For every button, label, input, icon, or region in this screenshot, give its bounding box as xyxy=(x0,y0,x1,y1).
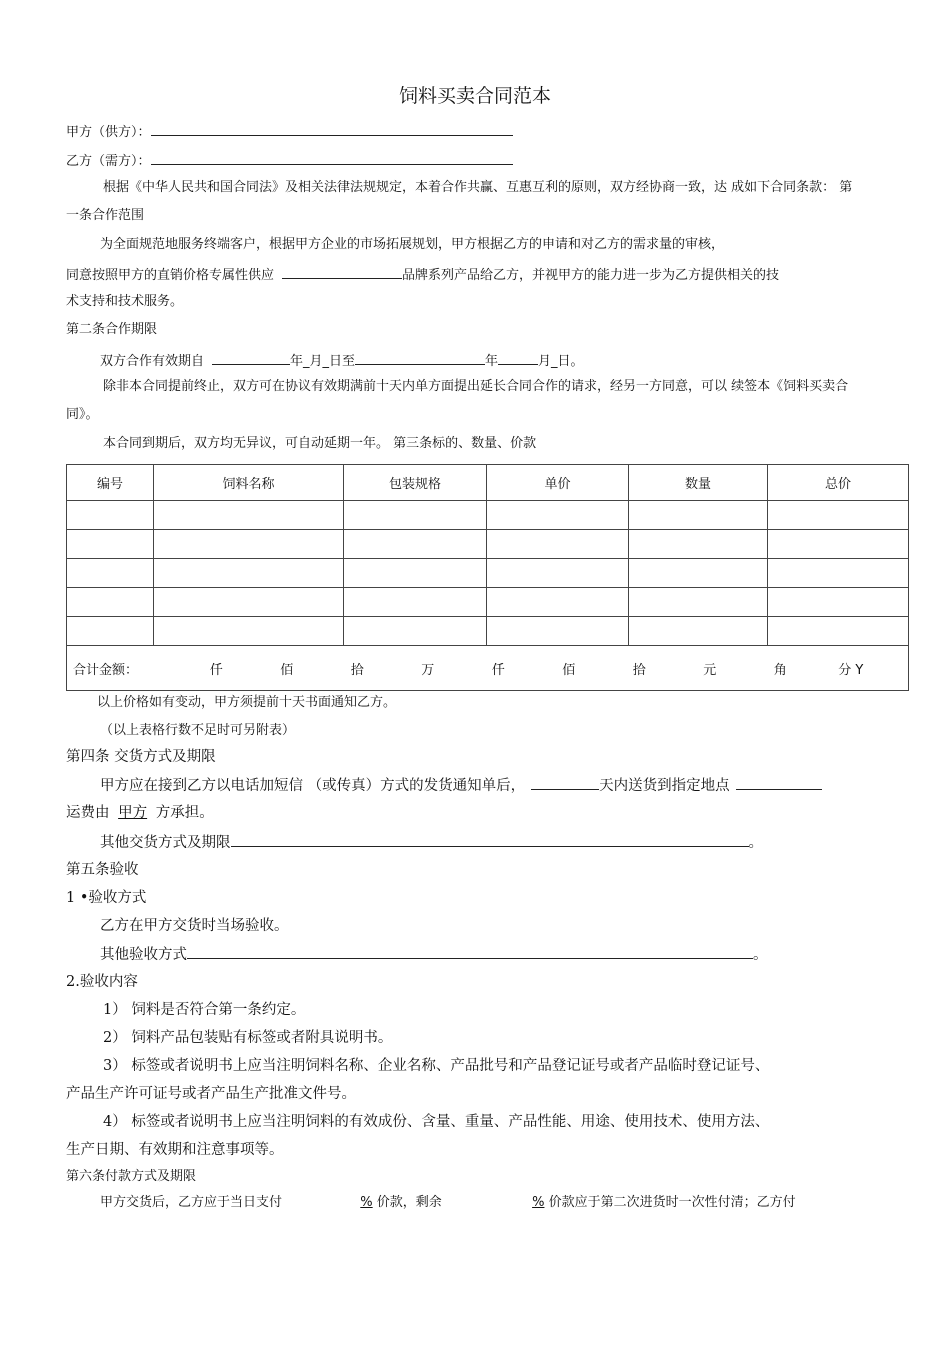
acceptance-item-4: 4） 标签或者说明书上应当注明饲料的有效成份、含量、重量、产品性能、用途、使用技术、使用方法、 xyxy=(103,1114,770,1130)
table-cell[interactable] xyxy=(768,588,909,617)
article5-title: 第五条验收 xyxy=(66,862,139,878)
article1-title: 一条合作范围 xyxy=(66,208,145,223)
unit-shi: 拾 xyxy=(632,662,646,678)
other-delivery-label: 其他交货方式及期限 xyxy=(100,835,231,851)
article2-paragraph3: 本合同到期后，双方均无异议，可自动延期一年。 第三条标的、数量、价款 xyxy=(103,436,537,451)
header-package-spec: 包装规格 xyxy=(344,465,487,501)
party-b-blank[interactable] xyxy=(151,151,513,165)
unit-wan: 万 xyxy=(421,662,435,678)
table-cell[interactable] xyxy=(154,530,344,559)
delivery-days-blank[interactable] xyxy=(531,776,599,790)
table-cell[interactable] xyxy=(67,530,154,559)
table-cell[interactable] xyxy=(629,617,768,646)
table-cell[interactable] xyxy=(67,588,154,617)
validity-text-from: 双方合作有效期自 xyxy=(100,354,205,369)
table-row xyxy=(67,501,909,530)
article2-paragraph2: 除非本合同提前终止，双方可在协议有效期满前十天内单方面提出延长合同合作的请求，经另一方同意，可以 续签本《饲料买卖合 xyxy=(103,379,849,394)
table-cell[interactable] xyxy=(768,530,909,559)
freight-text-start: 运费由 xyxy=(66,805,110,821)
acceptance-item-4-cont: 生产日期、有效期和注意事项等。 xyxy=(66,1142,284,1158)
acceptance-content-heading: 2.验收内容 xyxy=(66,974,138,990)
document-title: 饲料买卖合同范本 xyxy=(398,85,551,107)
payment-text-start: 甲方交货后，乙方应于当日支付 xyxy=(100,1195,283,1210)
table-cell[interactable] xyxy=(344,617,487,646)
header-feed-name: 饲料名称 xyxy=(154,465,344,501)
table-cell[interactable] xyxy=(629,530,768,559)
acceptance-item-1: 1） 饲料是否符合第一条约定。 xyxy=(103,1002,306,1018)
table-cell[interactable] xyxy=(154,588,344,617)
validity-text-end: 月_日。 xyxy=(538,354,584,369)
total-amount-cell[interactable] xyxy=(67,646,909,691)
table-cell[interactable] xyxy=(67,559,154,588)
total-amount-label: 合计金额： xyxy=(73,662,139,678)
unit-bai-wan: 佰 xyxy=(280,662,294,678)
article1-paragraph1: 为全面规范地服务终端客户，根据甲方企业的市场拓展规划，甲方根据乙方的申请和对乙方的需求量的审核， xyxy=(100,237,725,252)
article4-title: 第四条 交货方式及期限 xyxy=(66,749,216,765)
table-cell[interactable] xyxy=(344,588,487,617)
table-cell[interactable] xyxy=(154,501,344,530)
brand-blank[interactable] xyxy=(282,265,402,279)
unit-jiao: 角 xyxy=(773,662,787,678)
table-cell[interactable] xyxy=(768,501,909,530)
header-number: 编号 xyxy=(67,465,154,501)
unit-bai: 佰 xyxy=(562,662,576,678)
acceptance-item-3-cont: 产品生产许可证号或者产品生产批准文件号。 xyxy=(66,1086,356,1102)
table-cell[interactable] xyxy=(344,530,487,559)
table-cell[interactable] xyxy=(629,559,768,588)
price-change-note: 以上价格如有变动，甲方须提前十天书面通知乙方。 xyxy=(97,695,397,710)
table-row xyxy=(67,588,909,617)
acceptance-method-text: 乙方在甲方交货时当场验收。 xyxy=(100,918,289,934)
payment-line xyxy=(100,1195,796,1211)
unit-qian: 仟 xyxy=(491,662,505,678)
goods-table xyxy=(66,464,909,691)
table-row xyxy=(67,559,909,588)
table-cell[interactable] xyxy=(629,588,768,617)
header-quantity: 数量 xyxy=(629,465,768,501)
party-b-line xyxy=(66,151,513,170)
table-cell[interactable] xyxy=(344,559,487,588)
party-b-label: 乙方（需方）： xyxy=(66,154,151,169)
article6-title: 第六条付款方式及期限 xyxy=(66,1169,197,1184)
article1-paragraph2 xyxy=(66,265,779,284)
party-a-label: 甲方（供方）： xyxy=(66,125,151,140)
table-cell[interactable] xyxy=(768,559,909,588)
unit-qian-wan: 仟 xyxy=(209,662,223,678)
party-a-blank[interactable] xyxy=(151,122,513,136)
table-cell[interactable] xyxy=(154,559,344,588)
validity-text-year: 年 xyxy=(485,354,499,369)
article2-title: 第二条合作期限 xyxy=(66,322,158,337)
table-cell[interactable] xyxy=(487,617,629,646)
other-delivery-blank[interactable] xyxy=(231,833,749,847)
freight-payer[interactable]: 甲方 xyxy=(118,805,148,821)
payment-text-mid: 价款，剩余 xyxy=(376,1195,442,1210)
article2-paragraph2-cont: 同》。 xyxy=(66,407,99,422)
table-cell[interactable] xyxy=(629,501,768,530)
delivery-notice-line xyxy=(100,776,822,795)
total-amount-row xyxy=(67,646,909,691)
table-cell[interactable] xyxy=(487,559,629,588)
percent-mark: % xyxy=(532,1195,545,1210)
table-cell[interactable] xyxy=(67,501,154,530)
header-unit-price: 单价 xyxy=(487,465,629,501)
freight-line xyxy=(66,804,214,822)
unit-fen: 分 Y xyxy=(838,662,864,678)
article1-p2-end: 品牌系列产品给乙方，并视甲方的能力进一步为乙方提供相关的技 xyxy=(402,268,780,283)
table-cell[interactable] xyxy=(487,501,629,530)
article1-p2-start: 同意按照甲方的直销价格专属性供应 xyxy=(66,268,275,283)
table-cell[interactable] xyxy=(768,617,909,646)
acceptance-item-3: 3） 标签或者说明书上应当注明饲料名称、企业名称、产品批号和产品登记证号或者产品临时登记证号、 xyxy=(103,1058,770,1074)
attach-table-note: （以上表格行数不足时可另附表） xyxy=(100,723,296,738)
unit-shi-wan: 拾 xyxy=(350,662,364,678)
delivery-text-start: 甲方应在接到乙方以电话加短信 （或传真）方式的发货通知单后， xyxy=(100,778,526,794)
other-delivery-line xyxy=(100,833,763,852)
table-cell[interactable] xyxy=(344,501,487,530)
party-a-line xyxy=(66,122,513,141)
period-mark: 。 xyxy=(748,835,763,851)
other-acceptance-blank[interactable] xyxy=(187,945,753,959)
delivery-text-mid: 天内送货到指定地点 xyxy=(599,778,730,794)
end-month-blank[interactable] xyxy=(498,351,538,365)
acceptance-method-heading: 1 •验收方式 xyxy=(66,890,147,906)
percent-mark: % xyxy=(360,1195,373,1210)
freight-text-end: 方承担。 xyxy=(155,805,214,821)
article1-paragraph3: 术支持和技术服务。 xyxy=(66,294,184,309)
other-acceptance-line xyxy=(100,945,768,964)
start-year-blank[interactable] xyxy=(212,351,290,365)
header-total-price: 总价 xyxy=(768,465,909,501)
table-row xyxy=(67,530,909,559)
validity-text-to: 年_月_日至 xyxy=(290,354,356,369)
period-mark: 。 xyxy=(753,947,768,963)
table-cell[interactable] xyxy=(154,617,344,646)
unit-yuan: 元 xyxy=(703,662,717,678)
other-acceptance-label: 其他验收方式 xyxy=(100,947,187,963)
table-cell[interactable] xyxy=(67,617,154,646)
intro-text: 根据《中华人民共和国合同法》及相关法律法规规定，本着合作共赢、互惠互利的原则，双方经协商一致，达 成如下合同条款： 第 xyxy=(103,180,853,195)
end-year-blank[interactable] xyxy=(355,351,485,365)
table-row xyxy=(67,617,909,646)
table-cell[interactable] xyxy=(487,530,629,559)
delivery-place-blank[interactable] xyxy=(736,776,822,790)
table-cell[interactable] xyxy=(487,588,629,617)
table-header-row xyxy=(67,465,909,501)
validity-period-line xyxy=(100,351,584,370)
payment-text-end: 价款应于第二次进货时一次性付清；乙方付 xyxy=(548,1195,796,1210)
acceptance-item-2: 2） 饲料产品包装贴有标签或者附具说明书。 xyxy=(103,1030,393,1046)
